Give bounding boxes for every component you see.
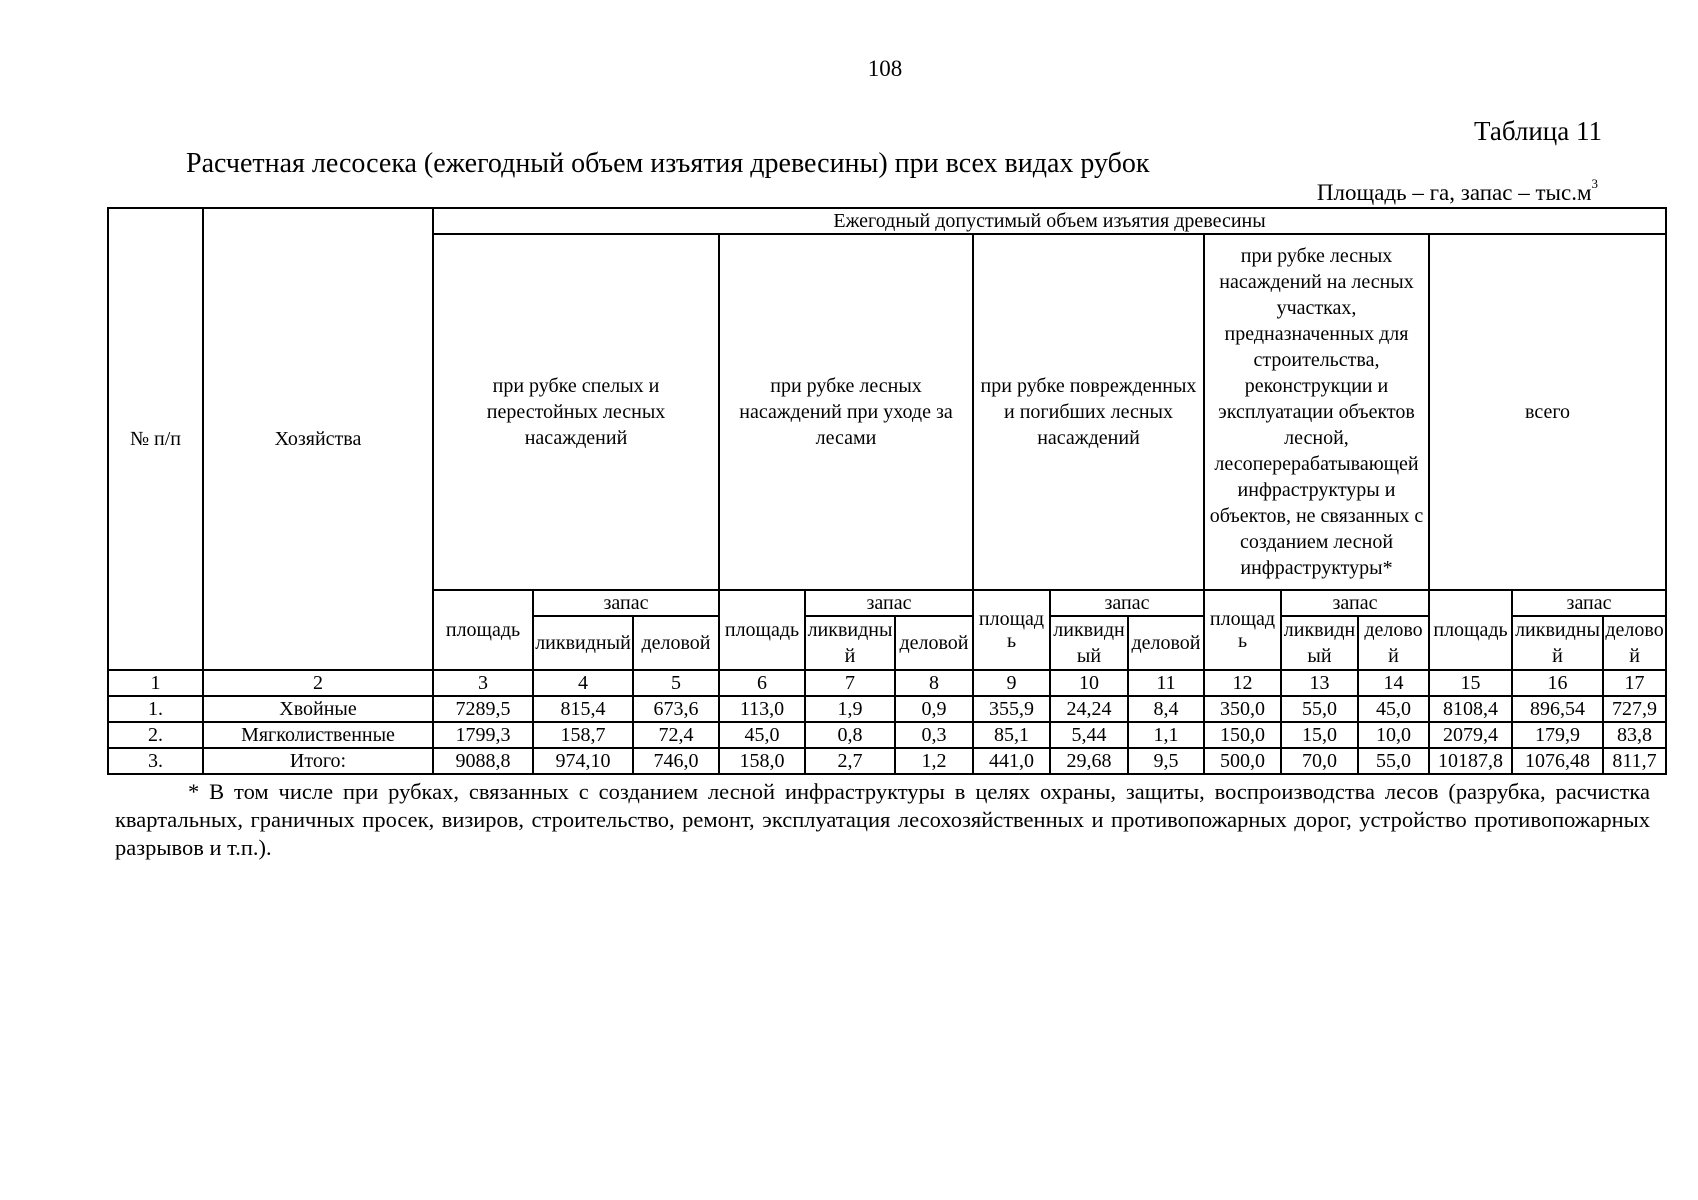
table-cell: 45,0 (1358, 696, 1429, 722)
sub-area: площадь (1429, 590, 1512, 670)
sub-area: площадь (719, 590, 805, 670)
sub-area: площадь (973, 590, 1050, 670)
table-cell: 727,9 (1603, 696, 1666, 722)
table-cell: 5,44 (1050, 722, 1128, 748)
table-cell: 2079,4 (1429, 722, 1512, 748)
document-title: Расчетная лесосека (ежегодный объем изъятия древесины) при всех видах рубок (186, 148, 1150, 179)
table-cell: 2,7 (805, 748, 895, 774)
sub-liquid: ликвидный (1281, 616, 1358, 670)
sub-stock: запас (533, 590, 719, 616)
table-cell: 83,8 (1603, 722, 1666, 748)
sub-stock: запас (1050, 590, 1204, 616)
table-cell: 0,3 (895, 722, 973, 748)
column-number: 3 (433, 670, 533, 696)
column-number: 2 (203, 670, 433, 696)
table-cell: 55,0 (1281, 696, 1358, 722)
sub-stock: запас (1281, 590, 1429, 616)
table-cell: 896,54 (1512, 696, 1603, 722)
row-number: 2. (108, 722, 203, 748)
table-cell: 9,5 (1128, 748, 1204, 774)
group-total: всего (1429, 234, 1666, 590)
table-cell: 9088,8 (433, 748, 533, 774)
table-cell: 179,9 (1512, 722, 1603, 748)
column-number: 11 (1128, 670, 1204, 696)
table-label: Таблица 11 (1474, 116, 1602, 146)
units-text: Площадь – га, запас – тыс.м (1316, 180, 1592, 205)
table-cell: 10,0 (1358, 722, 1429, 748)
table-cell: 1,9 (805, 696, 895, 722)
group-damaged-felling: при рубке поврежденных и погибших лесных насаждений (973, 234, 1204, 590)
table-cell: 1,1 (1128, 722, 1204, 748)
table-cell: 500,0 (1204, 748, 1281, 774)
table-cell: 1799,3 (433, 722, 533, 748)
table-cell: 0,9 (895, 696, 973, 722)
column-number: 14 (1358, 670, 1429, 696)
column-number: 10 (1050, 670, 1128, 696)
sub-area: площадь (1204, 590, 1281, 670)
column-number: 5 (633, 670, 719, 696)
row-number: 3. (108, 748, 203, 774)
units-note (1316, 176, 1598, 206)
table-cell: 355,9 (973, 696, 1050, 722)
table-cell: 815,4 (533, 696, 633, 722)
sub-liquid: ликвидный (805, 616, 895, 670)
felling-volume-table (107, 207, 1667, 775)
column-number: 16 (1512, 670, 1603, 696)
table-cell: 7289,5 (433, 696, 533, 722)
table-cell: 673,6 (633, 696, 719, 722)
column-number: 17 (1603, 670, 1666, 696)
row-farm-name: Мягколиственные (203, 722, 433, 748)
header-row-number: № п/п (108, 208, 203, 670)
footnote: * В том числе при рубках, связанных с созданием лесной инфраструктуры в целях охраны, защиты, воспроизводства лесов (разрубка, расчистка квартальных, граничных просек, визиров, строительство, ремонт, эксплуатация лесохозяйственных и противопожарных дорог, устройство противопожарных разрывов и т.п.). (115, 779, 1650, 860)
table-cell: 1,2 (895, 748, 973, 774)
table-cell: 441,0 (973, 748, 1050, 774)
sub-liquid: ликвидный (1050, 616, 1128, 670)
table-cell: 24,24 (1050, 696, 1128, 722)
sub-liquid: ликвидный (1512, 616, 1603, 670)
table-cell: 350,0 (1204, 696, 1281, 722)
row-farm-name: Итого: (203, 748, 433, 774)
column-number: 4 (533, 670, 633, 696)
table-cell: 55,0 (1358, 748, 1429, 774)
header-farms: Хозяйства (203, 208, 433, 670)
column-number: 8 (895, 670, 973, 696)
sub-commercial: деловой (895, 616, 973, 670)
column-number: 12 (1204, 670, 1281, 696)
row-number: 1. (108, 696, 203, 722)
table-cell: 15,0 (1281, 722, 1358, 748)
table-cell: 974,10 (533, 748, 633, 774)
sub-commercial: деловой (1128, 616, 1204, 670)
table-cell: 8108,4 (1429, 696, 1512, 722)
table-cell: 158,7 (533, 722, 633, 748)
table-cell: 10187,8 (1429, 748, 1512, 774)
table-cell: 150,0 (1204, 722, 1281, 748)
page-number: 108 (867, 56, 903, 81)
group-thinning-felling: при рубке лесных насаждений при уходе за лесами (719, 234, 973, 590)
column-number: 1 (108, 670, 203, 696)
table-cell: 113,0 (719, 696, 805, 722)
table-row (108, 748, 1666, 774)
sub-stock: запас (805, 590, 973, 616)
table-row (108, 696, 1666, 722)
table-row (108, 722, 1666, 748)
sub-commercial: деловой (1358, 616, 1429, 670)
column-number: 9 (973, 670, 1050, 696)
column-numbers-row (108, 670, 1666, 696)
row-farm-name: Хвойные (203, 696, 433, 722)
header-annual-volume: Ежегодный допустимый объем изъятия древесины (433, 208, 1666, 234)
table-cell: 85,1 (973, 722, 1050, 748)
column-number: 7 (805, 670, 895, 696)
table-cell: 72,4 (633, 722, 719, 748)
table-cell: 70,0 (1281, 748, 1358, 774)
table-cell: 8,4 (1128, 696, 1204, 722)
table-cell: 1076,48 (1512, 748, 1603, 774)
sub-commercial: деловой (633, 616, 719, 670)
sub-area: площадь (433, 590, 533, 670)
table-cell: 746,0 (633, 748, 719, 774)
column-number: 6 (719, 670, 805, 696)
sub-liquid: ликвидный (533, 616, 633, 670)
table-cell: 29,68 (1050, 748, 1128, 774)
table-cell: 45,0 (719, 722, 805, 748)
units-superscript: 3 (1591, 176, 1598, 191)
column-number: 13 (1281, 670, 1358, 696)
table-cell: 811,7 (1603, 748, 1666, 774)
sub-stock: запас (1512, 590, 1666, 616)
table-cell: 158,0 (719, 748, 805, 774)
column-number: 15 (1429, 670, 1512, 696)
group-infrastructure-felling: при рубке лесных насаждений на лесных участках, предназначенных для строительства, реконструкции и эксплуатации объектов лесной, лесоперерабатывающей инфраструктуры и объектов, не связанных с созданием лесной инфраструктуры* (1204, 234, 1429, 590)
table-cell: 0,8 (805, 722, 895, 748)
sub-commercial: деловой (1603, 616, 1666, 670)
group-mature-felling: при рубке спелых и перестойных лесных насаждений (433, 234, 719, 590)
